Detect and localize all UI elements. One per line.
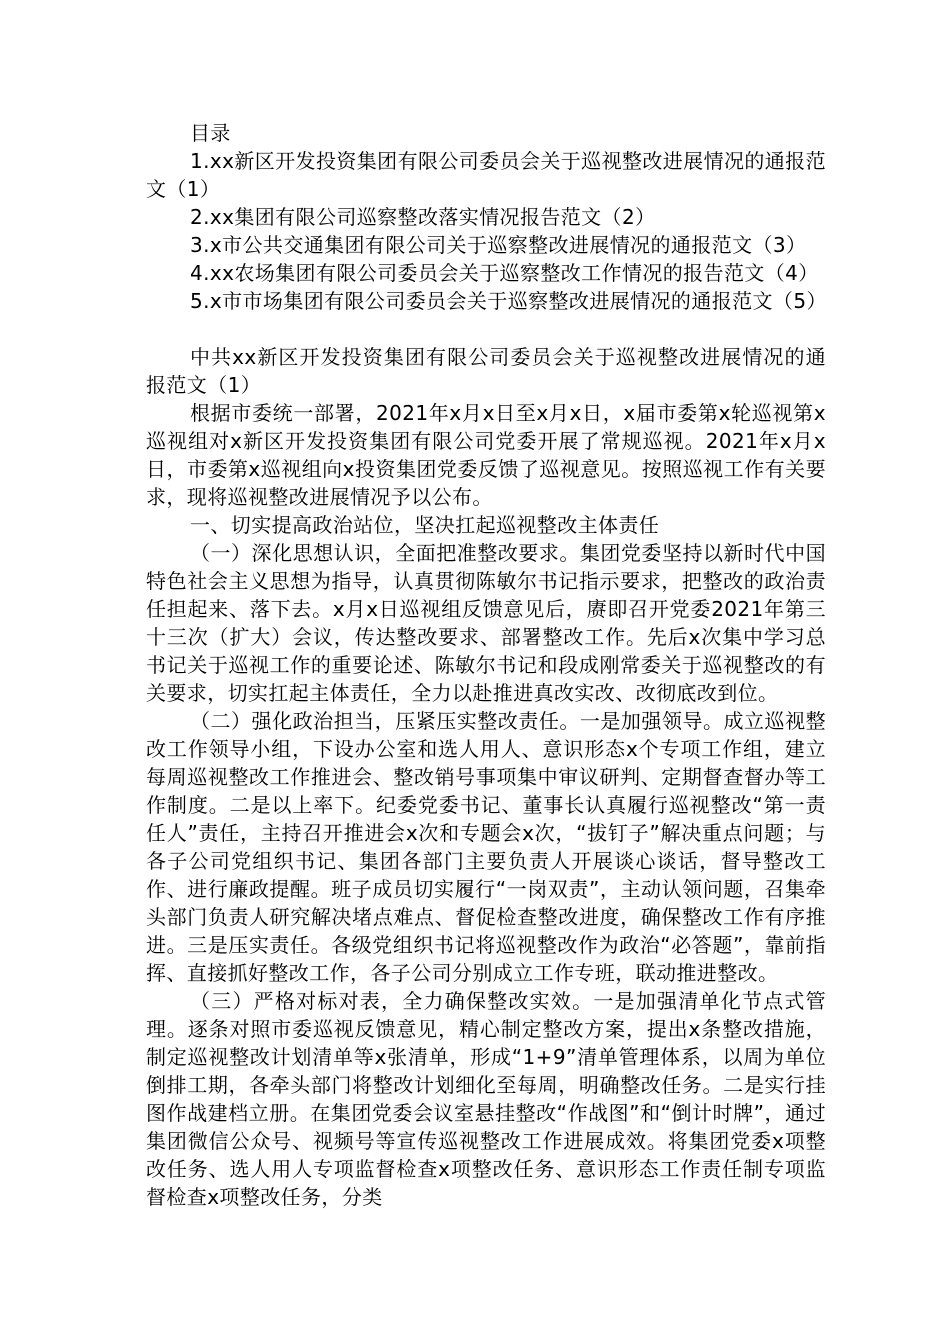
blank-line: [146, 315, 826, 343]
toc-item: 5.x市市场集团有限公司委员会关于巡察整改进展情况的通报范文（5）: [190, 289, 827, 313]
toc-item: 4.xx农场集团有限公司委员会关于巡察整改工作情况的报告范文（4）: [190, 261, 819, 285]
toc-item: 3.x市公共交通集团有限公司关于巡察整改进展情况的通报范文（3）: [190, 233, 807, 257]
article-paragraph: （二）强化政治担当，压紧压实整改责任。一是加强领导。成立巡视整改工作领导小组，下设办公室和选人用人、意识形态x个专项工作组，建立每周巡视整改工作推进会、整改销号事项集中审议研判、定期督查督办等工作制度。二是以上率下。纪委党委书记、董事长认真履行巡视整改“第一责任人”责任，主持召开推进会x次和专题会x次，“拔钉子”解决重点问题；与各子公司党组织书记、集团各部门主要负责人开展谈心谈话，督导整改工作、进行廉政提醒。班子成员切实履行“一岗双责”，主动认领问题，召集牵头部门负责人研究解决堵点难点、督促检查整改进度，确保整改工作有序推进。三是压实责任。各级党组织书记将巡视整改作为政治“必答题”，靠前指挥、直接抓好整改工作，各子公司分别成立工作专班，联动推进整改。: [146, 709, 826, 985]
article-paragraph: （一）深化思想认识，全面把准整改要求。集团党委坚持以新时代中国特色社会主义思想为指导，认真贯彻陈敏尔书记指示要求，把整改的政治责任担起来、落下去。x月x日巡视组反馈意见后，赓即召开党委2021年第三十三次（扩大）会议，传达整改要求、部署整改工作。先后x次集中学习总书记关于巡视工作的重要论述、陈敏尔书记和段成刚常委关于巡视整改的有关要求，切实扛起主体责任，全力以赴推进真改实改、改彻底改到位。: [146, 541, 826, 705]
article-paragraph: 根据市委统一部署，2021年x月x日至x月x日，x届市委第x轮巡视第x巡视组对x新区开发投资集团有限公司党委开展了常规巡视。2021年x月x日，市委第x巡视组向x投资集团党委反馈了巡视意见。按照巡视工作有关要求，现将巡视整改进展情况予以公布。: [146, 401, 826, 509]
toc-heading: 目录: [190, 121, 231, 145]
document-body: [146, 119, 826, 1211]
toc-item: 2.xx集团有限公司巡察整改落实情况报告范文（2）: [190, 205, 656, 229]
article-title: 中共xx新区开发投资集团有限公司委员会关于巡视整改进展情况的通报范文（1）: [146, 345, 826, 397]
section-heading: 一、切实提高政治站位，坚决扛起巡视整改主体责任: [190, 513, 660, 537]
article-paragraph: （三）严格对标对表，全力确保整改实效。一是加强清单化节点式管理。逐条对照市委巡视反馈意见，精心制定整改方案，提出x条整改措施，制定巡视整改计划清单等x张清单，形成“1+9”清单管理体系，以周为单位倒排工期，各牵头部门将整改计划细化至每周，明确整改任务。二是实行挂图作战建档立册。在集团党委会议室悬挂整改“作战图”和“倒计时牌”，通过集团微信公众号、视频号等宣传巡视整改工作进展成效。将集团党委x项整改任务、选人用人专项监督检查x项整改任务、意识形态工作责任制专项监督检查x项整改任务，分类: [146, 989, 826, 1209]
toc-item: 1.xx新区开发投资集团有限公司委员会关于巡视整改进展情况的通报范文（1）: [146, 149, 826, 201]
